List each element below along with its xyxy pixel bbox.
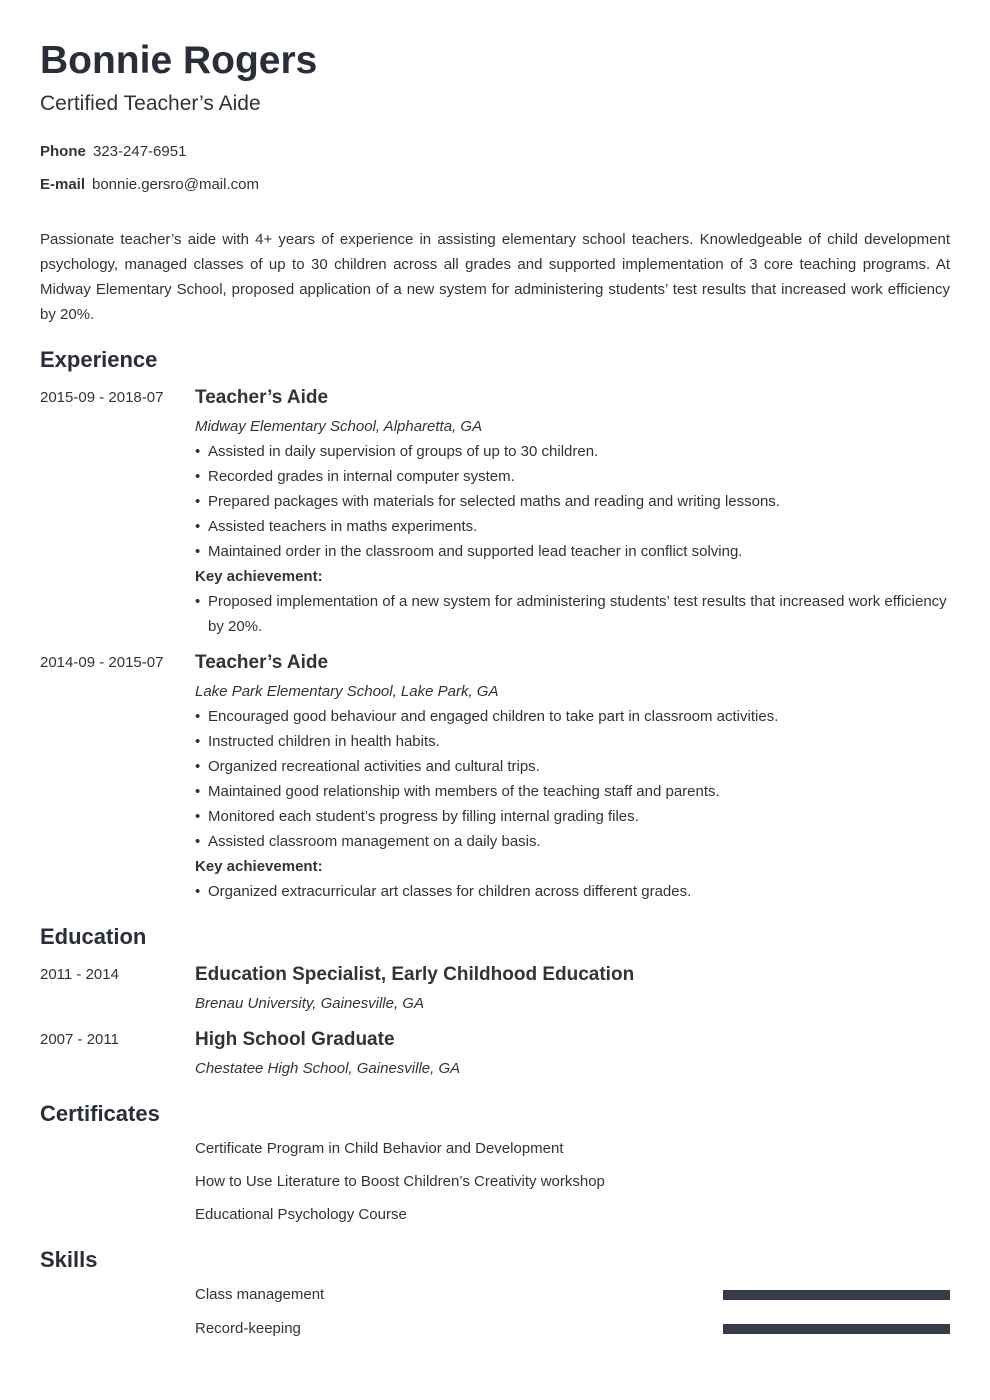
education-degree: Education Specialist, Early Childhood Education <box>195 964 635 985</box>
skill-level-fill <box>723 1324 950 1334</box>
job-title: Teacher’s Aide <box>195 387 329 408</box>
job-bullet: • Prepared packages with materials for selected maths and reading and writing lessons. <box>195 489 950 514</box>
key-achievement-bullet: • Proposed implementation of a new system for administering students’ test results that increased work efficiency by 20%. <box>195 589 950 639</box>
skill-level-bar <box>723 1290 950 1300</box>
profile-summary: Passionate teacher’s aide with 4+ years of experience in assisting elementary school teachers. Knowledgeable of child development psychology, managed classes of up to 30 children across all grades and supported implementation of 3 core teaching programs. At Midway Elementary School, proposed application of a new system for administering students’ test results that increased work efficiency by 20%. <box>40 231 950 323</box>
email-label: E-mail <box>40 176 86 193</box>
job-employer: Lake Park Elementary School, Lake Park, GA <box>195 683 499 700</box>
education-dates: 2011 - 2014 <box>40 966 119 983</box>
job-bullet: • Assisted in daily supervision of groups of up to 30 children. <box>195 439 950 464</box>
job-bullet: • Maintained order in the classroom and supported lead teacher in conflict solving. <box>195 539 950 564</box>
skill-level-bar <box>723 1324 950 1334</box>
education-school: Chestatee High School, Gainesville, GA <box>195 1060 461 1077</box>
job-bullet: • Instructed children in health habits. <box>195 729 950 754</box>
job-bullet: • Assisted classroom management on a daily basis. <box>195 829 950 854</box>
skills-heading: Skills <box>40 1247 98 1272</box>
skill-name: Class management <box>195 1286 325 1303</box>
job-dates: 2014-09 - 2015-07 <box>40 654 164 671</box>
education-dates: 2007 - 2011 <box>40 1031 119 1048</box>
job-bullet: • Organized recreational activities and cultural trips. <box>195 754 950 779</box>
education-heading: Education <box>40 924 147 949</box>
certificate-item: How to Use Literature to Boost Children’s Creativity workshop <box>195 1173 605 1190</box>
key-achievement-label: Key achievement: <box>195 858 323 875</box>
job-title: Teacher’s Aide <box>195 652 329 673</box>
job-bullet: • Encouraged good behaviour and engaged children to take part in classroom activities. <box>195 704 950 729</box>
email-value[interactable]: bonnie.gersro@mail.com <box>92 176 259 193</box>
certificate-item: Educational Psychology Course <box>195 1206 407 1223</box>
skill-level-fill <box>723 1290 950 1300</box>
job-bullet: • Assisted teachers in maths experiments. <box>195 514 950 539</box>
job-bullet: • Recorded grades in internal computer system. <box>195 464 950 489</box>
candidate-title: Certified Teacher’s Aide <box>40 92 261 115</box>
phone-label: Phone <box>40 143 86 160</box>
experience-heading: Experience <box>40 347 158 372</box>
job-bullet: • Maintained good relationship with members of the teaching staff and parents. <box>195 779 950 804</box>
phone-value[interactable]: 323-247-6951 <box>93 143 187 160</box>
job-employer: Midway Elementary School, Alpharetta, GA <box>195 418 483 435</box>
certificate-item: Certificate Program in Child Behavior and Development <box>195 1140 564 1157</box>
candidate-name: Bonnie Rogers <box>40 39 318 82</box>
education-degree: High School Graduate <box>195 1029 395 1050</box>
key-achievement-label: Key achievement: <box>195 568 323 585</box>
certificates-heading: Certificates <box>40 1101 160 1126</box>
key-achievement-bullet: • Organized extracurricular art classes for children across different grades. <box>195 879 950 904</box>
education-school: Brenau University, Gainesville, GA <box>195 995 424 1012</box>
job-dates: 2015-09 - 2018-07 <box>40 389 164 406</box>
skill-name: Record-keeping <box>195 1320 301 1337</box>
job-bullet: • Monitored each student’s progress by filling internal grading files. <box>195 804 950 829</box>
